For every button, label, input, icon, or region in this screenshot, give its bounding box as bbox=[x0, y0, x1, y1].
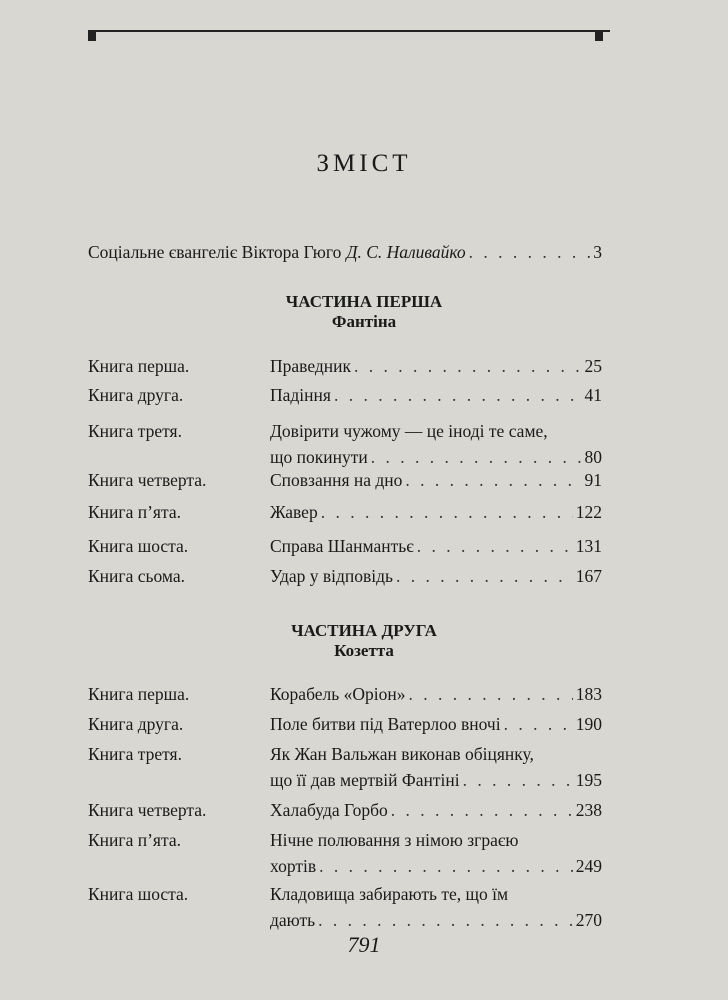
chapter-page: 41 bbox=[584, 385, 602, 405]
chapter-text: Удар у відповідь bbox=[270, 566, 394, 586]
intro-author: Д. С. Наливайко bbox=[346, 242, 466, 262]
chapter-text: Кладовища забирають те, що їм bbox=[270, 884, 509, 904]
chapter-text: Праведник bbox=[270, 356, 351, 376]
chapter-line bbox=[270, 770, 602, 796]
chapter-title bbox=[270, 502, 602, 528]
leader-dots bbox=[319, 856, 573, 877]
book-label: Книга п’ята. bbox=[88, 830, 181, 850]
chapter-text: Справа Шанмантьє bbox=[270, 536, 414, 556]
chapter-title bbox=[270, 744, 602, 796]
chapter-title bbox=[270, 830, 602, 882]
chapter-line bbox=[270, 421, 602, 447]
chapter-line bbox=[270, 566, 602, 592]
chapter-title bbox=[270, 470, 602, 496]
chapter-text: Сповзання на дно bbox=[270, 470, 403, 490]
leader-dots bbox=[318, 910, 573, 931]
leader-dots bbox=[391, 800, 573, 821]
chapter-line bbox=[270, 536, 602, 562]
chapter-title bbox=[270, 684, 602, 710]
chapter-page: 80 bbox=[584, 447, 602, 467]
chapter-line bbox=[270, 856, 602, 882]
chapter-title bbox=[270, 385, 602, 411]
chapter-page: 131 bbox=[575, 536, 602, 556]
toc-title: ЗМІСТ bbox=[316, 150, 412, 177]
chapter-page: 238 bbox=[575, 800, 602, 820]
book-label: Книга четверта. bbox=[88, 800, 207, 820]
chapter-page: 122 bbox=[575, 502, 602, 522]
chapter-text: що її дав мертвій Фантіні bbox=[270, 770, 460, 790]
chapter-text: що покинути bbox=[270, 447, 368, 467]
chapter-line bbox=[270, 830, 602, 856]
leader-dots bbox=[396, 566, 573, 587]
part-heading bbox=[0, 621, 728, 661]
chapter-line bbox=[270, 714, 602, 740]
part-subtitle: Козетта bbox=[334, 641, 394, 660]
book-label: Книга сьома. bbox=[88, 566, 185, 586]
chapter-line bbox=[270, 356, 602, 382]
part-subtitle: Фантіна bbox=[331, 312, 397, 331]
chapter-page: 249 bbox=[575, 856, 602, 876]
leader-dots bbox=[469, 242, 591, 263]
leader-dots bbox=[463, 770, 573, 791]
leader-dots bbox=[405, 470, 581, 491]
chapter-text: дають bbox=[270, 910, 316, 930]
chapter-text: Як Жан Вальжан виконав обіцянку, bbox=[270, 744, 534, 764]
leader-dots bbox=[321, 502, 573, 523]
chapter-text: Корабель «Оріон» bbox=[270, 684, 406, 704]
chapter-title bbox=[270, 714, 602, 740]
chapter-title bbox=[270, 421, 602, 473]
book-label: Книга шоста. bbox=[88, 884, 189, 904]
intro-text: Соціальне євангеліє Віктора Гюго bbox=[88, 242, 342, 262]
leader-dots bbox=[354, 356, 582, 377]
chapter-line bbox=[270, 884, 602, 910]
book-label: Книга перша. bbox=[88, 684, 190, 704]
chapter-page: 167 bbox=[575, 566, 602, 586]
leader-dots bbox=[417, 536, 573, 557]
chapter-line bbox=[270, 684, 602, 710]
part-title: ЧАСТИНА ДРУГА bbox=[291, 621, 437, 640]
page-number: 791 bbox=[347, 932, 381, 957]
intro-entry bbox=[88, 242, 602, 263]
leader-dots bbox=[334, 385, 582, 406]
book-label: Книга шоста. bbox=[88, 536, 189, 556]
chapter-title bbox=[270, 536, 602, 562]
chapter-text: Поле битви під Ватерлоо вночі bbox=[270, 714, 501, 734]
chapter-title bbox=[270, 800, 602, 826]
chapter-line bbox=[270, 502, 602, 528]
chapter-page: 183 bbox=[575, 684, 602, 704]
book-label: Книга четверта. bbox=[88, 470, 207, 490]
chapter-page: 91 bbox=[584, 470, 602, 490]
chapter-line bbox=[270, 800, 602, 826]
chapter-text: хортів bbox=[270, 856, 317, 876]
chapter-line bbox=[270, 744, 602, 770]
chapter-page: 195 bbox=[575, 770, 602, 790]
corner-marker-right bbox=[595, 30, 603, 41]
chapter-text: Довірити чужому — це іноді те саме, bbox=[270, 421, 548, 441]
book-label: Книга друга. bbox=[88, 385, 184, 405]
chapter-title bbox=[270, 884, 602, 936]
chapter-page: 25 bbox=[584, 356, 602, 376]
book-label: Книга третя. bbox=[88, 421, 182, 441]
leader-dots bbox=[371, 447, 582, 468]
book-label: Книга третя. bbox=[88, 744, 182, 764]
chapter-title bbox=[270, 566, 602, 592]
corner-marker-left bbox=[88, 30, 96, 41]
chapter-line bbox=[270, 470, 602, 496]
book-label: Книга друга. bbox=[88, 714, 184, 734]
chapter-line bbox=[270, 385, 602, 411]
chapter-page: 270 bbox=[575, 910, 602, 930]
chapter-text: Падіння bbox=[270, 385, 331, 405]
top-rule bbox=[88, 30, 610, 32]
chapter-page: 190 bbox=[575, 714, 602, 734]
chapter-text: Халабуда Горбо bbox=[270, 800, 388, 820]
part-heading bbox=[0, 292, 728, 332]
chapter-text: Нічне полювання з німою зграєю bbox=[270, 830, 519, 850]
book-label: Книга п’ята. bbox=[88, 502, 181, 522]
book-label: Книга перша. bbox=[88, 356, 190, 376]
leader-dots bbox=[408, 684, 572, 705]
chapter-title bbox=[270, 356, 602, 382]
chapter-text: Жавер bbox=[270, 502, 318, 522]
leader-dots bbox=[504, 714, 573, 735]
part-title: ЧАСТИНА ПЕРША bbox=[285, 292, 443, 311]
intro-page: 3 bbox=[593, 242, 602, 262]
